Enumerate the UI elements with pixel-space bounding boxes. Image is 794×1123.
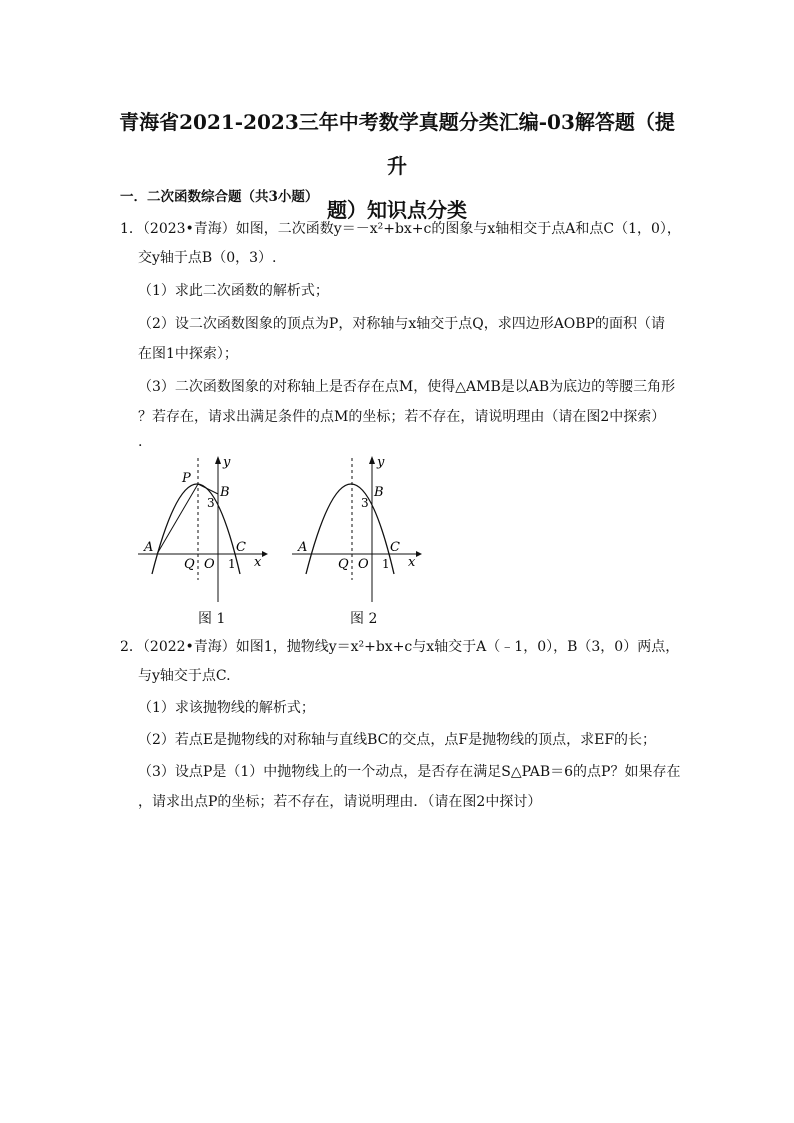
label-x: x xyxy=(254,555,262,570)
q1-line-6: （3）二次函数图象的对称轴上是否存在点M，使得△AMB是以AB为底边的等腰三角形 xyxy=(138,379,676,395)
x-axis-arrow-icon xyxy=(262,551,268,557)
section-heading: 一．二次函数综合题（共3小题） xyxy=(120,189,319,205)
y-axis-arrow-icon xyxy=(369,456,375,464)
figure-2-caption: 图 2 xyxy=(350,611,378,627)
page-title xyxy=(110,100,684,232)
q2-line-1: 2．（2022•青海）如图1，抛物线y＝x²+bx+c与x轴交于A（﹣1，0），B（3，0）两点， xyxy=(120,639,680,655)
q2-line-3: （1）求该抛物线的解析式； xyxy=(138,700,315,716)
q1-line-1: 1．（2023•青海）如图，二次函数y＝－x²+bx+c的图象与x轴相交于点A和点C（1，0）， xyxy=(120,221,681,237)
title-line-1: 青海省2021-2023三年中考数学真题分类汇编-03解答题（提升 xyxy=(119,110,675,178)
label-1: 1 xyxy=(382,557,390,571)
label-1: 1 xyxy=(228,557,236,571)
label-3: 3 xyxy=(207,496,215,510)
label-y: y xyxy=(223,455,231,470)
label-c: C xyxy=(390,540,400,555)
y-axis-arrow-icon xyxy=(215,456,221,464)
figure-1 xyxy=(130,450,280,608)
label-3: 3 xyxy=(361,496,369,510)
figure-2 xyxy=(284,450,434,608)
label-y: y xyxy=(377,455,385,470)
q2-line-6: ，请求出点P的坐标；若不存在，请说明理由．（请在图2中探讨） xyxy=(138,794,542,810)
label-a: A xyxy=(298,540,308,555)
label-q: Q xyxy=(184,557,195,572)
figure-2-graph xyxy=(284,450,434,608)
label-b: B xyxy=(220,485,230,500)
q1-line-8: . xyxy=(138,434,143,450)
q1-line-4: （2）设二次函数图象的顶点为P，对称轴与x轴交于点Q，求四边形AOBP的面积（请 xyxy=(138,316,665,332)
label-b: B xyxy=(374,485,384,500)
segment-ap xyxy=(157,484,198,554)
figure-1-caption: 图 1 xyxy=(198,611,226,627)
q2-line-5: （3）设点P是（1）中抛物线上的一个动点，是否存在满足S△PAB＝6的点P？如果存在 xyxy=(138,764,681,780)
title-line-2: 题）知识点分类 xyxy=(327,198,467,222)
label-c: C xyxy=(236,540,246,555)
label-x: x xyxy=(408,555,416,570)
q1-line-2: 交y轴于点B（0，3）. xyxy=(138,250,277,266)
label-p: P xyxy=(182,471,191,486)
q2-line-4: （2）若点E是抛物线的对称轴与直线BC的交点，点F是抛物线的顶点，求EF的长； xyxy=(138,732,657,748)
label-o: O xyxy=(358,557,369,572)
label-a: A xyxy=(144,540,154,555)
segment-pb xyxy=(198,484,218,494)
q1-line-3: （1）求此二次函数的解析式； xyxy=(138,283,329,299)
q2-line-2: 与y轴交于点C. xyxy=(138,668,231,684)
label-o: O xyxy=(204,557,215,572)
label-q: Q xyxy=(338,557,349,572)
figure-1-graph xyxy=(130,450,280,608)
q1-line-7: ？若存在，请求出满足条件的点M的坐标；若不存在，请说明理由（请在图2中探索） xyxy=(138,409,666,425)
q1-line-5: 在图1中探索）； xyxy=(138,346,238,362)
x-axis-arrow-icon xyxy=(416,551,422,557)
